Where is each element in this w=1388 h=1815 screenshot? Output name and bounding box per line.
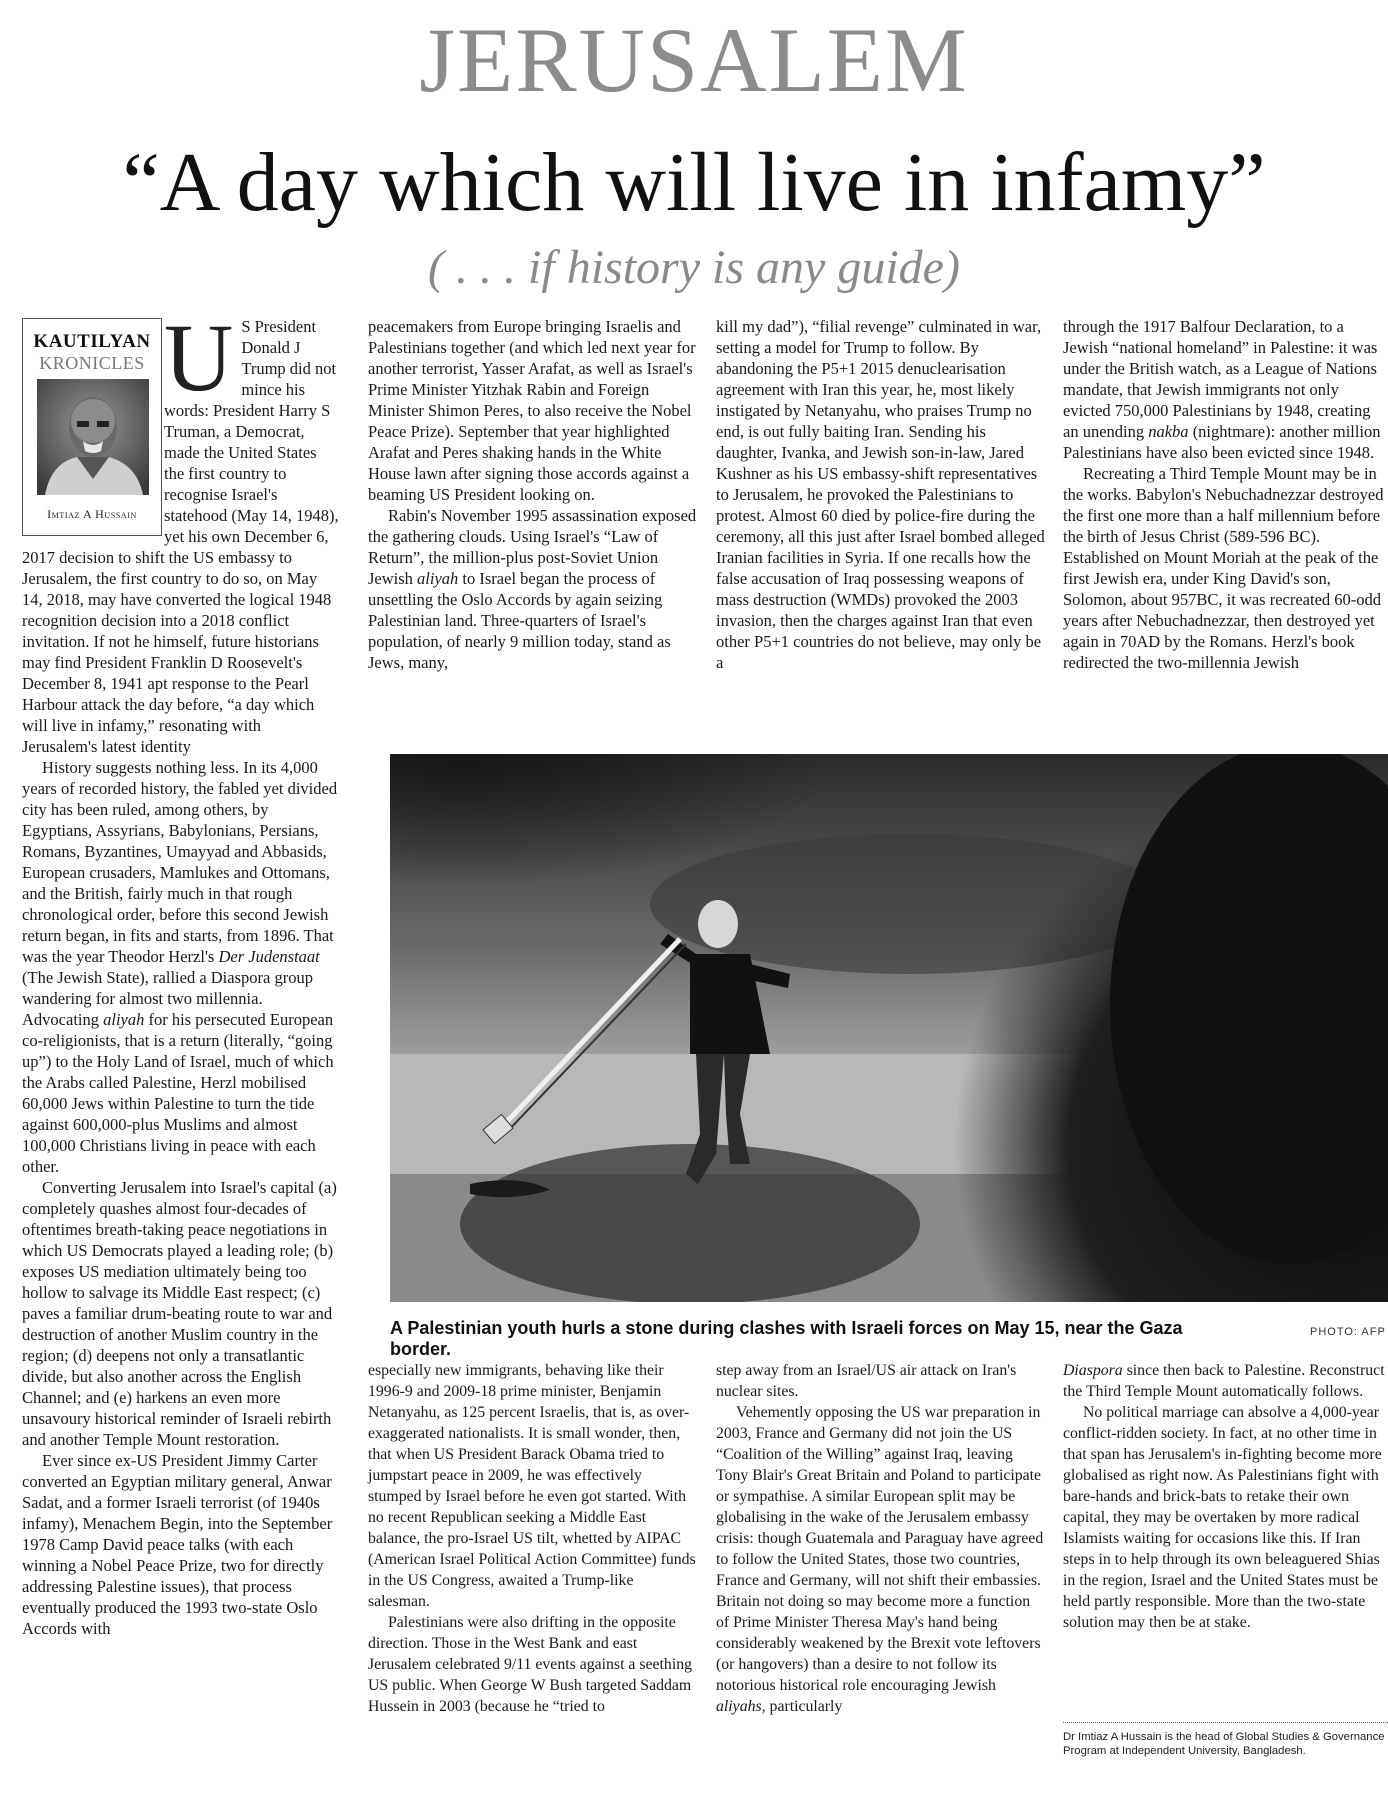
italic-term: nakba — [1148, 422, 1189, 441]
column-3-bottom — [716, 1360, 1046, 1717]
column-2-top — [368, 316, 698, 673]
column-name-primary: KAUTILYAN — [33, 331, 151, 352]
section-kicker: JERUSALEM — [419, 9, 969, 111]
paragraph-history-c: for his persecuted European co-religionists, that is a return (literally, “going up”) to the Holy Land of Israel, much of which the Arabs called Palestine, Herzl mobilised 60,000 Jews within Palestine to turn the tide against 600,000-plus Muslims and almost 100,000 Christians living in peace with each other. — [22, 1010, 334, 1176]
author-name: Imtiaz A Hussain — [47, 507, 137, 521]
italic-title: Der Judenstaat — [218, 947, 320, 966]
paragraph-balfour: through the 1917 Balfour Declaration, to a Jewish “national homeland” in Palestine: it was under the British watch, as a League of Nations mandate, that Jewish immigrants not only evicted 750,000 Palestinians by 1948, creating an unending — [1063, 317, 1378, 441]
paragraph-step-away: step away from an Israel/US air attack on Iran's nuclear sites. — [716, 1362, 1017, 1400]
author-bio: Dr Imtiaz A Hussain is the head of Global Studies & Governance Program at Independent University, Bangladesh. — [1063, 1722, 1388, 1758]
paragraph-palestinians: Palestinians were also drifting in the opposite direction. Those in the West Bank and east Jerusalem celebrated 9/11 events against a seething US public. When George W Bush targeted Saddam Hussein in 2003 (because he “tried to — [368, 1614, 693, 1715]
news-photo — [390, 754, 1388, 1302]
paragraph-temple: Recreating a Third Temple Mount may be in the works. Babylon's Nebuchadnezzar destroyed the first one more than a half millennium before the birth of Jesus Christ (589-596 BC). Established on Mount Moriah at the peak of the first Jewish era, under King David's son, Solomon, about 957BC, it was recreated 60-odd years after Nebuchadnezzar, then destroyed yet again in 70AD by the Romans. Herzl's book redirected the two-millennia Jewish — [1063, 464, 1384, 672]
deck: ( . . . if history is any guide) — [428, 241, 960, 294]
column-1 — [22, 304, 340, 1639]
photo-caption: A Palestinian youth hurls a stone during clashes with Israeli forces on May 15, near the Gaza border. — [390, 1318, 1183, 1359]
drop-cap: U — [164, 304, 234, 411]
paragraph-filial: kill my dad”), “filial revenge” culminated in war, setting a model for Trump to follow. By abandoning the P5+1 2015 denuclearisation agreement with Iran this year, he, most likely instigated by Netanyahu, who praises Trump no end, is out fully baiting Iran. Sending his daughter, Ivanka, and Jewish son-in-law, Jared Kushner as his US embassy-shift representatives to Jerusalem, he provoked the Palestinians to protest. Almost 60 died by police-fire during the ceremony, all this just after Israel bombed alleged Iranian facilities in Syria. If one recalls how the false accusation of Iraq possessing weapons of mass destruction (WMDs) provoked the 2003 invasion, then the charges against Iran that even other P5+1 countries do not believe, may only be a — [716, 317, 1045, 672]
italic-term: Diaspora — [1063, 1362, 1123, 1379]
column-4-bottom — [1063, 1360, 1388, 1633]
headline: “A day which will live in infamy” — [122, 136, 1266, 229]
paragraph-converting: Converting Jerusalem into Israel's capital (a) completely quashes almost four-decades of oftentimes breath-taking peace negotiations in which US Democrats played a leading role; (b) exposes US mediation ultimately being too hollow to salvage its Middle East respect; (c) paves a familiar drum-beating route to war and destruction of another Muslim country in the region; (d) deepens not only a transatlantic divide, but also another across the English Channel; and (e) harkens an even more unsavoury historical reminder of Israeli rebirth and another Temple Mount restoration. — [22, 1178, 337, 1449]
photo-credit: PHOTO: AFP — [1310, 1326, 1386, 1338]
column-name-secondary: KRONICLES — [39, 353, 145, 373]
italic-term: aliyah — [417, 569, 459, 588]
paragraph-history: History suggests nothing less. In its 4,000 years of recorded history, the fabled yet divided city has been ruled, among others, by Egyptians, Assyrians, Babylonians, Persians, Romans, Byzantines, Umayyad and Abbasids, European crusaders, Mamlukes and Ottomans, and the British, fairly much in that rough chronological order, before this second Jewish return began, in fits and starts, from 1896. That was the year Theodor Herzl's — [22, 758, 338, 966]
paragraph-carter: Ever since ex-US President Jimmy Carter converted an Egyptian military general, Anwar Sadat, and a former Israeli terrorist (of 1940s infamy), Menachem Begin, into the September 1978 Camp David peace talks (with each winning a Nobel Peace Prize, two for directly addressing Palestine issues), that process eventually produced the 1993 two-state Oslo Accords with — [22, 1451, 333, 1638]
italic-term: aliyahs — [716, 1698, 762, 1715]
paragraph-europe: Vehemently opposing the US war preparation in 2003, France and Germany did not join the US “Coalition of the Willing” against Iraq, leaving Tony Blair's Great Britain and Poland to participate or sympathise. A similar European split may be globalising in the wake of the Jerusalem embassy crisis: though Guatemala and Paraguay have agreed to follow the United States, those two countries, France and Germany, will not shift their embassies. Britain not doing so may become more a function of Prime Minister Theresa May's hand being considerably weakened by the Brexit vote leftovers (or hangovers) than a desire to not follow its notorious historical role encouraging Jewish — [716, 1404, 1044, 1694]
column-3-top — [716, 316, 1046, 673]
paragraph-intro: S President Donald J Trump did not mince his words: President Harry S Truman, a Democrat, made the United States the first country to recognise Israel's statehood (May 14, 1948), yet his own December 6, 2017 decision to shift the US embassy to Jerusalem, the first country to do so, on May 14, 2018, may have converted the logical 1948 recognition decision into a 2018 conflict invitation. If not he himself, future historians may find President Franklin D Roosevelt's December 8, 1941 apt response to the Pearl Harbour attack the day before, “a day which will live in infamy,” resonating with Jerusalem's latest identity — [22, 317, 339, 756]
column-2-bottom — [368, 1360, 698, 1717]
paragraph-conclusion: No political marriage can absolve a 4,000-year conflict-ridden society. In fact, at no other time in that span has Jerusalem's in-fighting become more globalised as right now. As Palestinians fight with bare-hands and brick-bats to retake their own capital, they may be overtaken by more radical Islamists waiting for occasions like this. If Iran steps in to help through its own beleaguered Shias in the region, Israel and the United States must be held partly responsible. More than the two-state solution may then be at stake. — [1063, 1404, 1382, 1631]
paragraph-peacemakers: peacemakers from Europe bringing Israelis and Palestinians together (and which led next year for another terrorist, Yasser Arafat, as well as Israel's Prime Minister Yitzhak Rabin and Foreign Minister Shimon Peres, to also receive the Nobel Peace Prize). September that year highlighted Arafat and Peres shaking hands in the White House lawn after signing those accords against a beaming US President looking on. — [368, 317, 696, 504]
paragraph-diaspora: since then back to Palestine. Reconstruct the Third Temple Mount automatically follows. — [1063, 1362, 1385, 1400]
paragraph-rabin-b: to Israel began the process of unsettling the Oslo Accords by again seizing Palestinian land. Three-quarters of Israel's population, of nearly 9 million today, stand as Jews, many, — [368, 569, 671, 672]
column-4-top — [1063, 316, 1388, 673]
paragraph-balfour-b: (nightmare): another million Palestinians have also been evicted since 1948. — [1063, 422, 1381, 462]
paragraph-europe-b: , particularly — [761, 1698, 843, 1715]
italic-term: aliyah — [103, 1010, 145, 1029]
paragraph-immigrants: especially new immigrants, behaving like their 1996-9 and 2009-18 prime minister, Benjamin Netanyahu, as 125 percent Israelis, that is, as over-exaggerated nationalists. It is small wonder, then, that when US President Barack Obama tried to jumpstart peace in 2009, he was effectively stumped by Israel before he even got started. With no recent Republican seeking a Middle East balance, the pro-Israel US tilt, whetted by AIPAC (American Israel Political Action Committee) funds in the US Congress, awaited a Trump-like salesman. — [368, 1362, 696, 1610]
paragraph-history-b: (The Jewish State), rallied a Diaspora group wandering for almost two millennia. Advocating — [22, 968, 313, 1029]
paragraph-rabin: Rabin's November 1995 assassination exposed the gathering clouds. Using Israel's “Law of Return”, the million-plus post-Soviet Union Jewish — [368, 506, 697, 588]
